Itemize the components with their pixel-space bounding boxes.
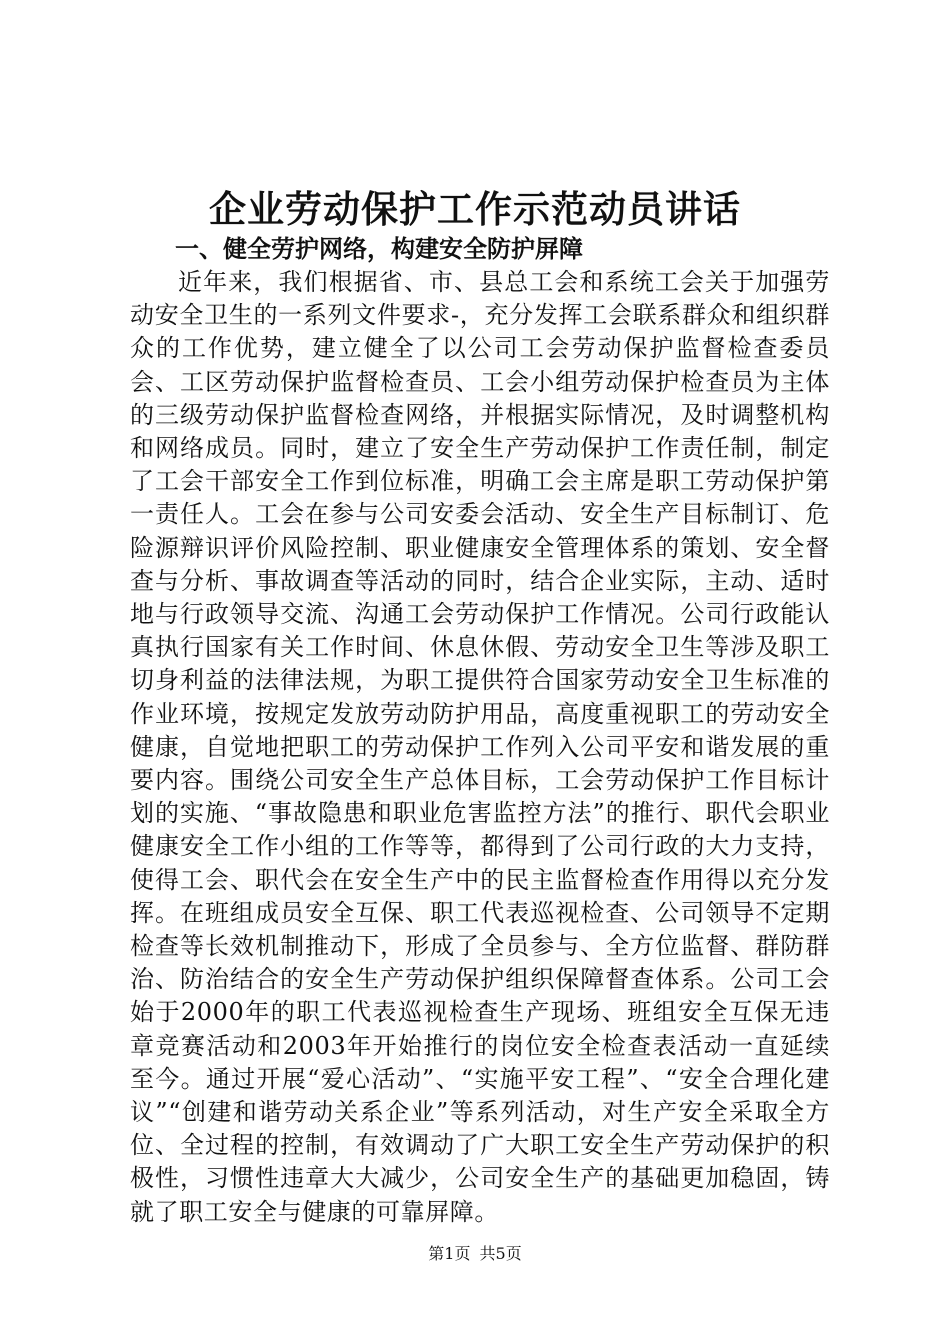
section-heading: 一、健全劳护网络，构建安全防护屏障 xyxy=(175,235,583,263)
page-total: 共5页 xyxy=(479,1244,522,1263)
page-number: 第1页 xyxy=(428,1244,471,1263)
body-paragraph: 近年来，我们根据省、市、县总工会和系统工会关于加强劳动安全卫生的一系列文件要求-，充分发挥工会联系群众和组织群众的工作优势，建立健全了以公司工会劳动保护监督检查委员会、工区劳动保护监督检查员、工会小组劳动保护检查员为主体的三级劳动保护监督检查网络，并根据实际情况，及时调整机构和网络成员。同时，建立了安全生产劳动保护工作责任制，制定了工会干部安全工作到位标准，明确工会主席是职工劳动保护第一责任人。工会在参与公司安委会活动、安全生产目标制订、危险源辩识评价风险控制、职业健康安全管理体系的策划、安全督查与分析、事故调查等活动的同时，结合企业实际，主动、适时地与行政领导交流、沟通工会劳动保护工作情况。公司行政能认真执行国家有关工作时间、休息休假、劳动安全卫生等涉及职工切身利益的法律法规，为职工提供符合国家劳动安全卫生标准的作业环境，按规定发放劳动防护用品，高度重视职工的劳动安全健康，自觉地把职工的劳动保护工作列入公司平安和谐发展的重要内容。围绕公司安全生产总体目标，工会劳动保护工作目标计划的实施、“事故隐患和职业危害监控方法”的推行、职代会职业健康安全工作小组的工作等等，都得到了公司行政的大力支持，使得工会、职代会在安全生产中的民主监督检查作用得以充分发挥。在班组成员安全互保、职工代表巡视检查、公司领导不定期检查等长效机制推动下，形成了全员参与、全方位监督、群防群治、防治结合的安全生产劳动保护组织保障督查体系。公司工会始于2000年的职工代表巡视检查生产现场、班组安全互保无违章竞赛活动和2003年开始推行的岗位安全检查表活动一直延续至今。通过开展“爱心活动”、“实施平安工程”、“安全合理化建议”“创建和谐劳动关系企业”等系列活动，对生产安全采取全方位、全过程的控制，有效调动了广大职工安全生产劳动保护的积极性，习惯性违章大大减少，公司安全生产的基础更加稳固，铸就了职工安全与健康的可靠屏障。 xyxy=(130,268,830,1226)
page-footer xyxy=(0,1243,950,1265)
document-title: 企业劳动保护工作示范动员讲话 xyxy=(209,187,741,231)
